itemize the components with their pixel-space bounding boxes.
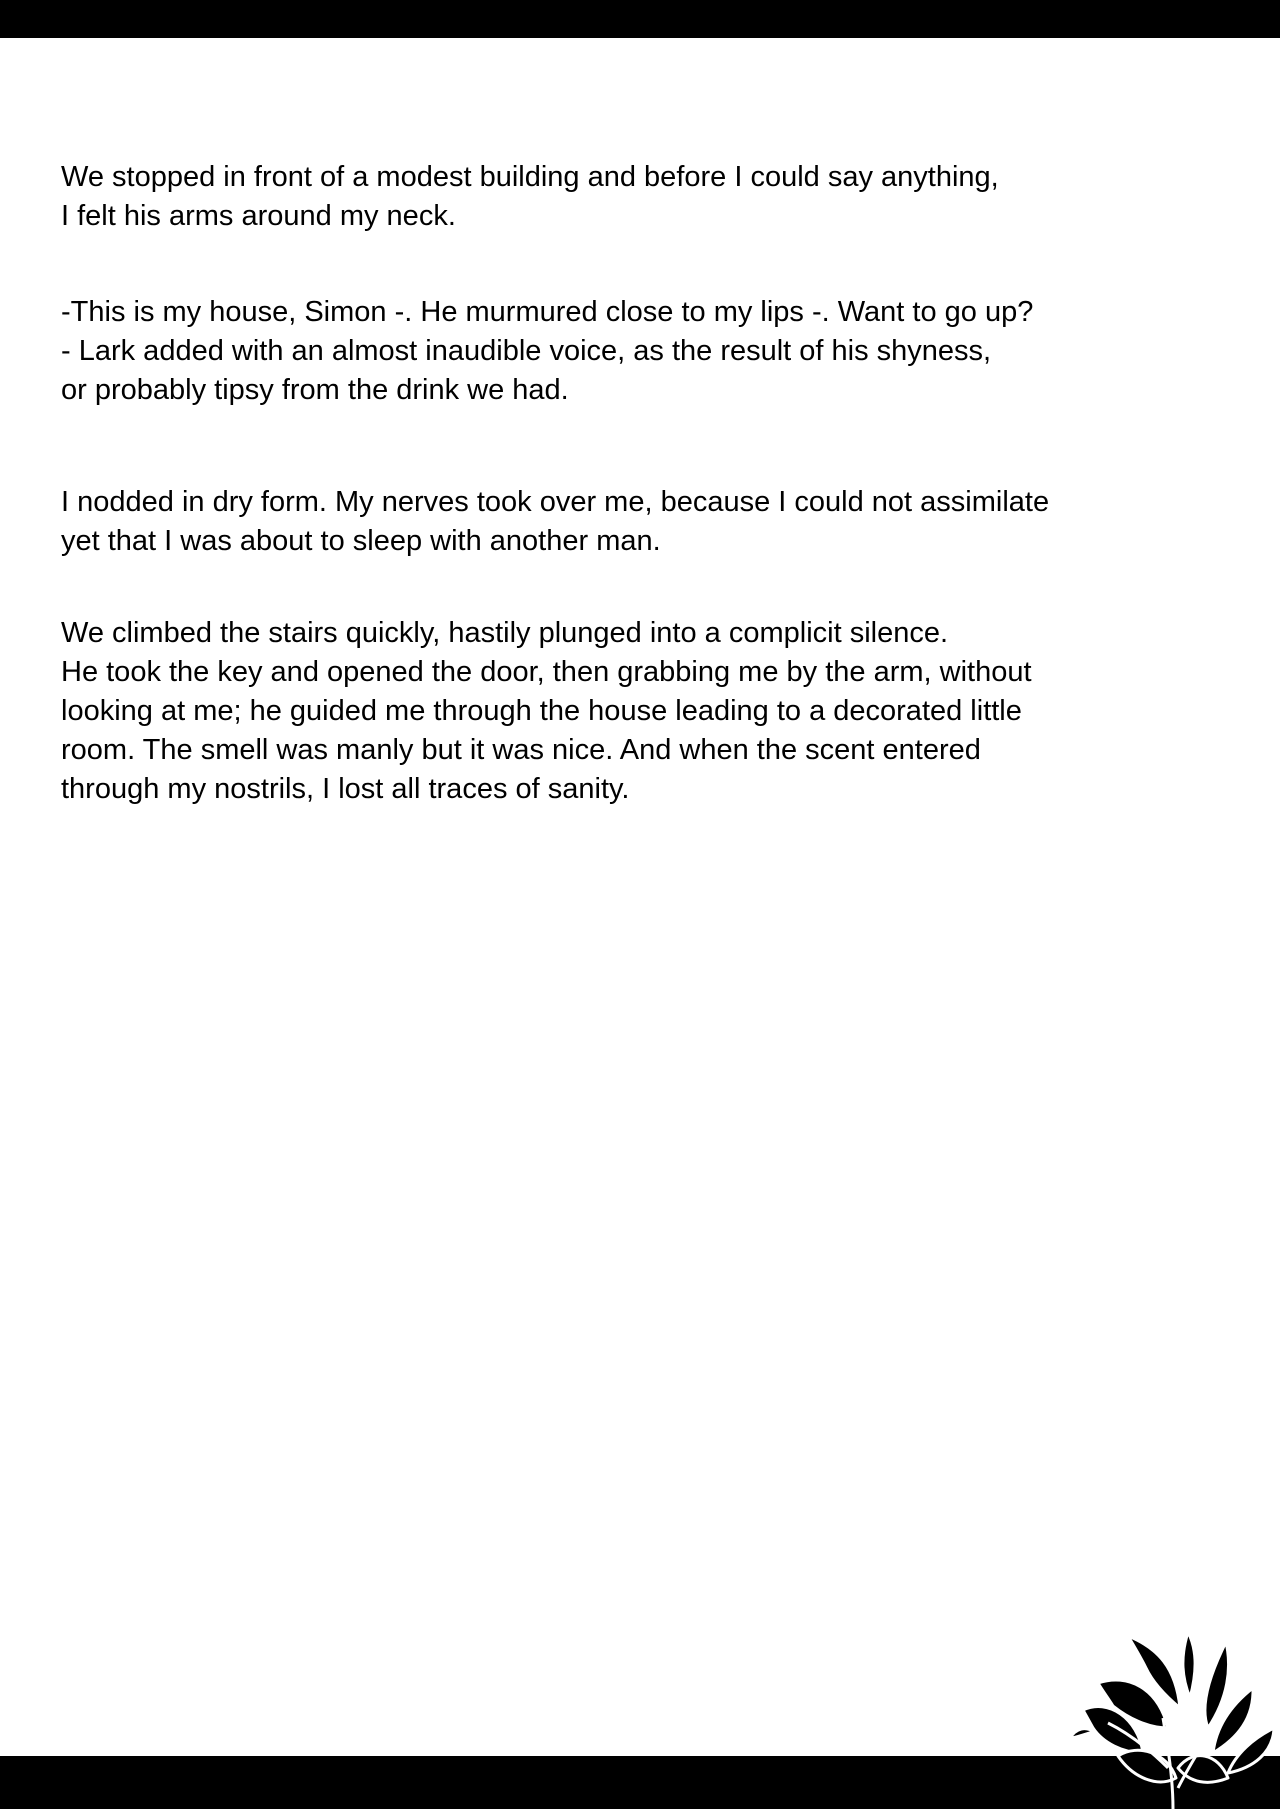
paragraph — [61, 483, 1241, 561]
text-line: room. The smell was manly but it was nice. And when the scent entered — [61, 734, 981, 766]
text-line: looking at me; he guided me through the house leading to a decorated little — [61, 695, 1022, 727]
text-line: I felt his arms around my neck. — [61, 200, 456, 232]
text-line: yet that I was about to sleep with another man. — [61, 525, 661, 557]
paragraph — [61, 293, 1241, 410]
text-line: We climbed the stairs quickly, hastily plunged into a complicit silence. — [61, 617, 949, 649]
text-line: He took the key and opened the door, then grabbing me by the arm, without — [61, 656, 1032, 688]
text-line: through my nostrils, I lost all traces of sanity. — [61, 773, 630, 805]
text-line: We stopped in front of a modest building and before I could say anything, — [61, 161, 999, 193]
paragraph — [61, 614, 1241, 809]
paragraph — [61, 158, 1241, 236]
text-line: - Lark added with an almost inaudible voice, as the result of his shyness, — [61, 335, 992, 367]
top-border-bar — [0, 0, 1280, 38]
text-line: I nodded in dry form. My nerves took over me, because I could not assimilate — [61, 486, 1050, 518]
text-line: -This is my house, Simon -. He murmured close to my lips -. Want to go up? — [61, 296, 1034, 328]
story-text — [61, 158, 1241, 809]
flower-ornament-icon — [1068, 1628, 1280, 1809]
text-line: or probably tipsy from the drink we had. — [61, 374, 569, 406]
